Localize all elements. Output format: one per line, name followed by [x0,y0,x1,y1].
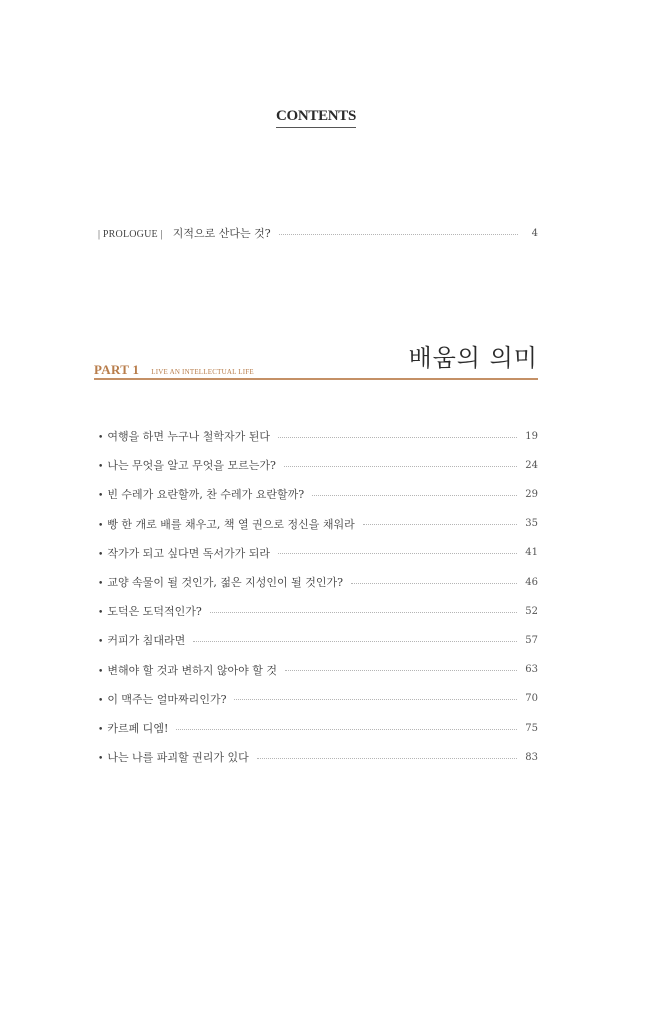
toc-entry-label [98,574,343,590]
toc-entry [98,720,538,736]
bullet-icon: • [98,462,104,473]
bullet-icon: • [98,579,104,589]
toc-entry-title: 작가가 되고 싶다면 독서가가 되라 [107,546,271,560]
leader-dots [279,234,518,235]
bullet-icon: • [98,695,104,706]
part-divider [94,378,538,380]
part-number: PART 1 [94,362,140,377]
leader-dots [193,641,517,642]
toc-entry-title: 나는 무엇을 알고 무엇을 모르는가? [107,459,276,473]
toc-entry [98,486,538,502]
part-header [94,338,538,380]
leader-dots [234,699,517,700]
toc-entry [98,428,538,444]
toc-entry-page-number: 75 [525,722,538,734]
toc-entry-title: 빵 한 개로 배를 채우고, 책 열 권으로 정신을 채워라 [107,517,355,531]
toc-entry-page-number: 70 [525,693,538,705]
toc-entry [98,662,538,678]
toc-entry-label [98,457,276,473]
toc-entry-label [98,662,277,678]
toc-entry-label [98,545,270,561]
toc-entry-page-number: 83 [525,751,538,763]
toc-entry-title: 도덕은 도덕적인가? [107,605,202,619]
toc-entry-page-number: 24 [525,459,538,471]
bullet-icon: • [98,549,104,560]
toc-entry [98,516,538,532]
toc-entry-label [98,691,226,707]
toc-entry-label [98,749,249,765]
toc-entry-title: 여행을 하면 누구나 철학자가 된다 [107,430,271,443]
part-title: 배움의 의미 [408,344,538,372]
leader-dots [257,758,517,759]
toc-entry-title: 나는 나를 파괴할 권리가 있다 [107,751,249,765]
toc-entry-title: 커피가 침대라면 [107,634,186,648]
prologue-tag: | PROLOGUE | [98,229,163,240]
bullet-icon: • [98,754,104,765]
part-subtitle: LIVE AN INTELLECTUAL LIFE [151,368,254,376]
toc-entry [98,749,538,765]
prologue-page-number: 4 [531,227,538,239]
toc-entry-title: 카르페 디엠! [107,722,169,735]
bullet-icon: • [98,433,104,443]
toc-entry [98,632,538,648]
contents-heading [0,108,632,128]
leader-dots [284,466,517,467]
toc-entry-label [98,720,168,736]
prologue-entry [98,225,538,241]
toc-entry-title: 이 맥주는 얼마짜리인가? [107,692,227,706]
leader-dots [278,437,517,438]
part-label [94,362,254,378]
prologue-label [98,225,271,241]
toc-entry-label [98,632,185,648]
toc-entry-label [98,603,202,619]
toc-entry-title: 변해야 할 것과 변하지 않아야 할 것 [107,663,278,677]
bullet-icon: • [98,520,104,531]
toc-entry-page-number: 35 [525,518,538,530]
leader-dots [363,524,517,525]
toc-entry-title: 빈 수레가 요란할까, 찬 수레가 요란할까? [107,488,305,502]
toc-entry-page-number: 63 [525,664,538,676]
toc-entry-page-number: 52 [525,605,538,617]
contents-heading-text: CONTENTS [276,108,356,128]
toc-entry [98,574,538,590]
bullet-icon: • [98,637,104,648]
toc-entry-label [98,516,355,532]
toc-entry-page-number: 41 [525,547,538,559]
leader-dots [312,495,517,496]
bullet-icon: • [98,491,104,502]
toc-entry [98,603,538,619]
bullet-icon: • [98,725,104,735]
prologue-title: 지적으로 산다는 것? [172,227,271,240]
leader-dots [176,729,517,730]
toc-entry-page-number: 46 [525,576,538,588]
leader-dots [351,583,517,584]
toc-entry-label [98,486,304,502]
bullet-icon: • [98,608,104,619]
toc-entry-title: 교양 속물이 될 것인가, 젊은 지성인이 될 것인가? [107,576,344,589]
toc-entry-page-number: 29 [525,488,538,500]
leader-dots [210,612,518,613]
leader-dots [285,670,517,671]
toc-entry-label [98,428,270,444]
toc-entry [98,691,538,707]
toc-entry [98,457,538,473]
leader-dots [278,553,517,554]
toc-entry-page-number: 57 [525,634,538,646]
toc-entry [98,545,538,561]
bullet-icon: • [98,666,104,677]
toc-entry-page-number: 19 [525,430,538,442]
